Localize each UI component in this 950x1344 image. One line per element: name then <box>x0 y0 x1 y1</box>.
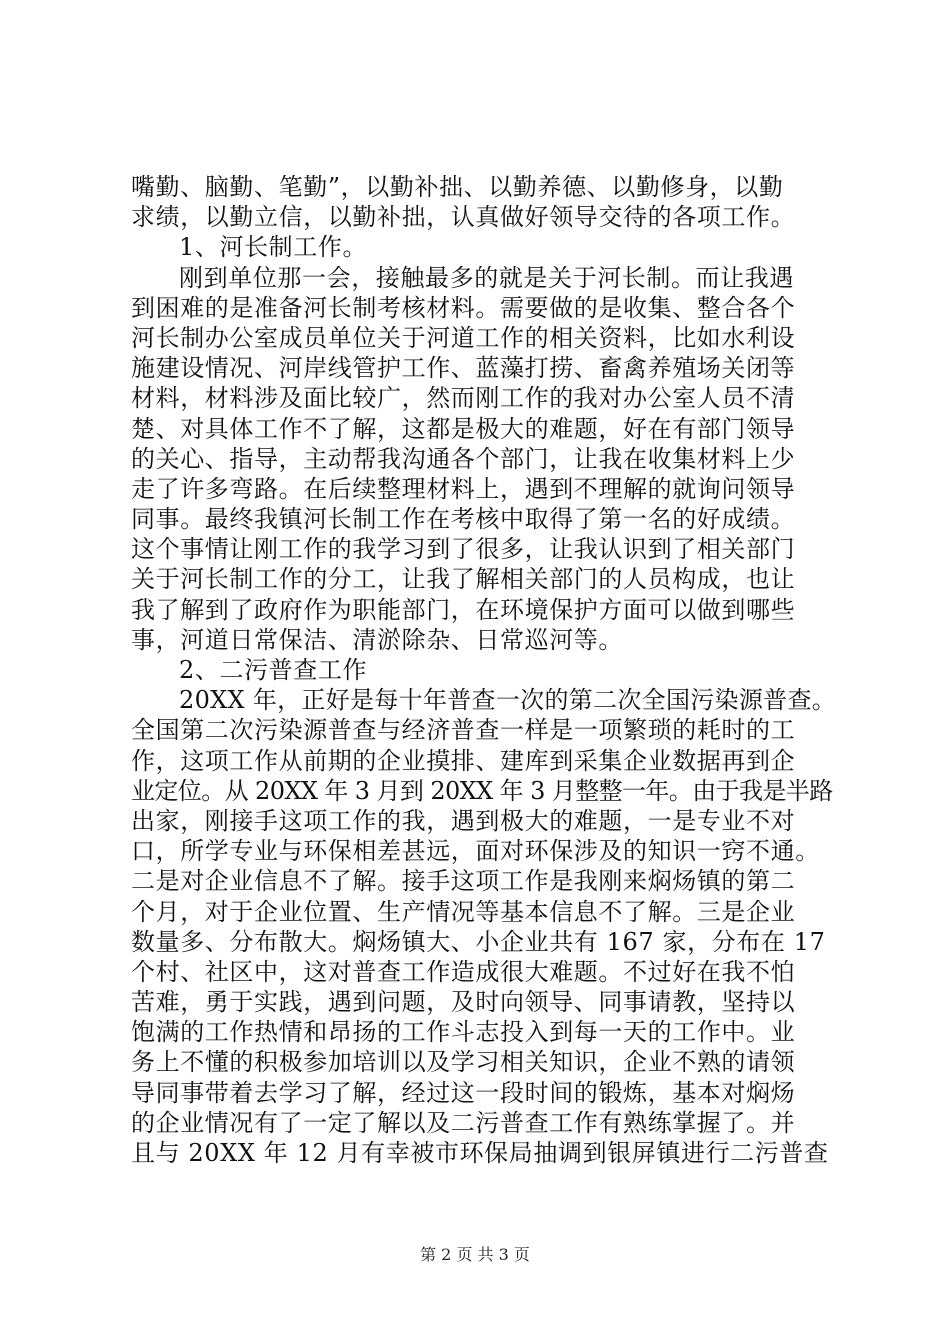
text-line: 楚、对具体工作不了解，这都是极大的难题，好在有部门领导 <box>131 414 796 443</box>
text-line: 的关心、指导，主动帮我沟通各个部门，让我在收集材料上少 <box>131 444 796 473</box>
document-body <box>131 172 843 1168</box>
text-line: 出家，刚接手这项工作的我，遇到极大的难题，一是专业不对 <box>131 806 796 835</box>
text-line: 苦难，勇于实践，遇到问题，及时向领导、同事请教，坚持以 <box>131 988 796 1017</box>
text-line: 饱满的工作热情和昂扬的工作斗志投入到每一天的工作中。业 <box>131 1018 796 1047</box>
text-line: 2、二污普查工作 <box>179 656 368 684</box>
text-line: 河长制办公室成员单位关于河道工作的相关资料，比如水利设 <box>131 323 796 352</box>
text-line: 且与 20XX 年 12 月有幸被市环保局抽调到银屏镇进行二污普查 <box>131 1139 829 1167</box>
text-line: 作，这项工作从前期的企业摸排、建库到采集企业数据再到企 <box>131 746 796 775</box>
text-line: 个村、社区中，这对普查工作造成很大难题。不过好在我不怕 <box>131 957 796 986</box>
text-line: 口，所学专业与环保相差甚远，面对环保涉及的知识一窍不通。 <box>131 837 820 866</box>
text-line: 业定位。从 20XX 年 3 月到 20XX 年 3 月整整一年。由于我是半路 <box>131 776 833 805</box>
text-line: 20XX 年，正好是每十年普查一次的第二次全国污染源普查。 <box>179 686 837 715</box>
text-line: 走了许多弯路。在后续整理材料上，遇到不理解的就询问领导 <box>131 474 796 503</box>
text-line: 关于河长制工作的分工，让我了解相关部门的人员构成，也让 <box>131 565 796 594</box>
text-line: 求绩，以勤立信，以勤补拙，认真做好领导交待的各项工作。 <box>131 203 796 232</box>
text-line: 全国第二次污染源普查与经济普查一样是一项繁琐的耗时的工 <box>131 716 796 745</box>
page-number-label: 第 2 页 共 3 页 <box>420 1245 530 1264</box>
text-line: 我了解到了政府作为职能部门，在环境保护方面可以做到哪些 <box>131 595 796 624</box>
text-line: 导同事带着去学习了解，经过这一段时间的锻炼，基本对焖炀 <box>131 1078 796 1107</box>
text-line: 数量多、分布散大。焖炀镇大、小企业共有 167 家，分布在 17 <box>131 927 826 956</box>
text-line: 同事。最终我镇河长制工作在考核中取得了第一名的好成绩。 <box>131 505 796 534</box>
text-line: 事，河道日常保洁、清淤除杂、日常巡河等。 <box>131 625 623 654</box>
text-line: 嘴勤、脑勤、笔勤”，以勤补拙、以勤养德、以勤修身，以勤 <box>131 173 784 201</box>
text-line: 务上不懂的积极参加培训以及学习相关知识，企业不熟的请领 <box>131 1048 796 1077</box>
text-line: 的企业情况有了一定了解以及二污普查工作有熟练掌握了。并 <box>131 1108 796 1137</box>
text-line: 个月，对于企业位置、生产情况等基本信息不了解。三是企业 <box>131 897 796 926</box>
text-line: 这个事情让刚工作的我学习到了很多，让我认识到了相关部门 <box>131 535 796 564</box>
text-line: 施建设情况、河岸线管护工作、蓝藻打捞、畜禽养殖场关闭等 <box>131 354 796 383</box>
text-line: 1、河长制工作。 <box>179 233 368 262</box>
text-line: 材料，材料涉及面比较广，然而刚工作的我对办公室人员不清 <box>131 384 796 413</box>
text-line: 到困难的是准备河长制考核材料。需要做的是收集、整合各个 <box>131 293 796 322</box>
page-footer <box>0 1245 950 1265</box>
text-line: 刚到单位那一会，接触最多的就是关于河长制。而让我遇 <box>179 263 794 292</box>
text-line: 二是对企业信息不了解。接手这项工作是我刚来焖炀镇的第二 <box>131 867 796 896</box>
